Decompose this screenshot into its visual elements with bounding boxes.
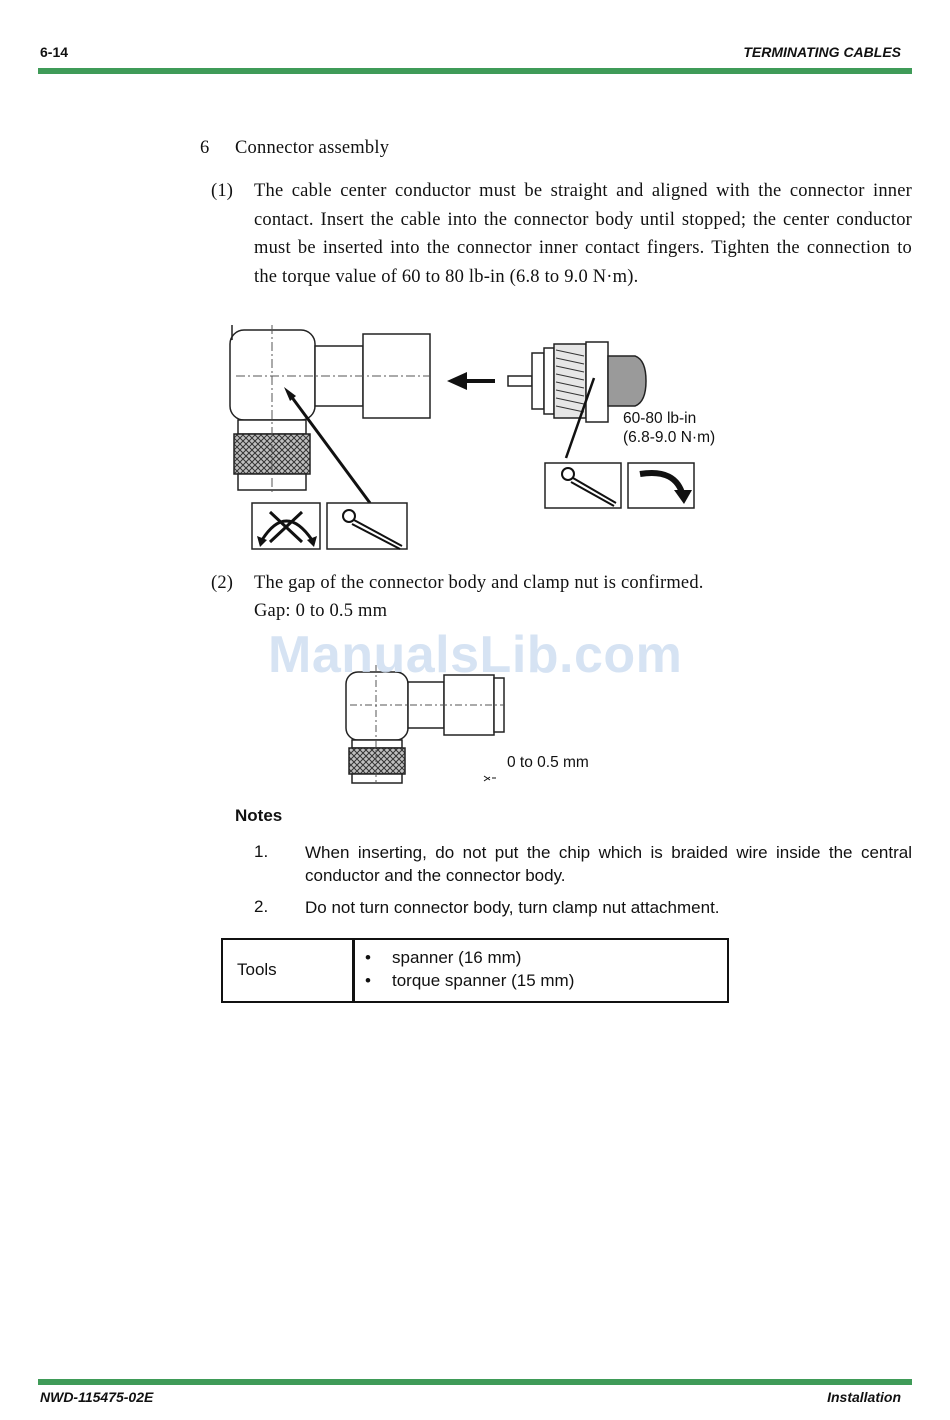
torque-label-line2: (6.8-9.0 N·m) bbox=[623, 429, 716, 446]
step-1-text: The cable center conductor must be straight and aligned with the connector inner contact. Insert the cable into the connector body until stopped; the center conductor must be inserted into the connector inner contact fingers. Tighten the connection to the torque value of 60 to 80 lb-in (6.8 to 9.0 N·m). bbox=[254, 181, 912, 288]
tools-table bbox=[221, 938, 729, 1003]
gap-spec: Gap: 0 to 0.5 mm bbox=[254, 601, 388, 621]
note-2-number: 2. bbox=[254, 897, 269, 916]
step-2-number: (2) bbox=[211, 573, 234, 593]
elbow-connector-drawing bbox=[230, 325, 430, 490]
note-1-text: When inserting, do not put the chip which is braided wire inside the central conductor and the connector body. bbox=[305, 843, 912, 885]
gap-check-drawing bbox=[346, 672, 504, 783]
section-number: 6 bbox=[200, 138, 210, 158]
footer-section: Installation bbox=[827, 1389, 901, 1405]
footer-rule bbox=[38, 1379, 912, 1385]
torque-label-line1: 60-80 lb-in bbox=[623, 410, 697, 427]
section-title: Connector assembly bbox=[235, 138, 390, 158]
chapter-title: TERMINATING CABLES bbox=[743, 44, 901, 60]
gap-label: 0 to 0.5 mm bbox=[507, 754, 589, 771]
watermark: ManualsLib.com bbox=[268, 626, 683, 684]
document-code: NWD-115475-02E bbox=[40, 1389, 154, 1405]
step-1-number: (1) bbox=[211, 181, 234, 201]
tool-item: • torque spanner (15 mm) bbox=[365, 971, 575, 990]
tools-label: Tools bbox=[237, 960, 277, 979]
notes-title: Notes bbox=[235, 806, 283, 825]
note-2-text: Do not turn connector body, turn clamp nut attachment. bbox=[305, 898, 720, 917]
page-number: 6-14 bbox=[40, 44, 69, 60]
torque-spanner-icon bbox=[545, 463, 621, 508]
tools-divider bbox=[352, 940, 355, 1001]
step-2-text: The gap of the connector body and clamp nut is confirmed. bbox=[254, 573, 704, 593]
tool-item: • spanner (16 mm) bbox=[365, 948, 522, 967]
note-1-number: 1. bbox=[254, 842, 269, 861]
